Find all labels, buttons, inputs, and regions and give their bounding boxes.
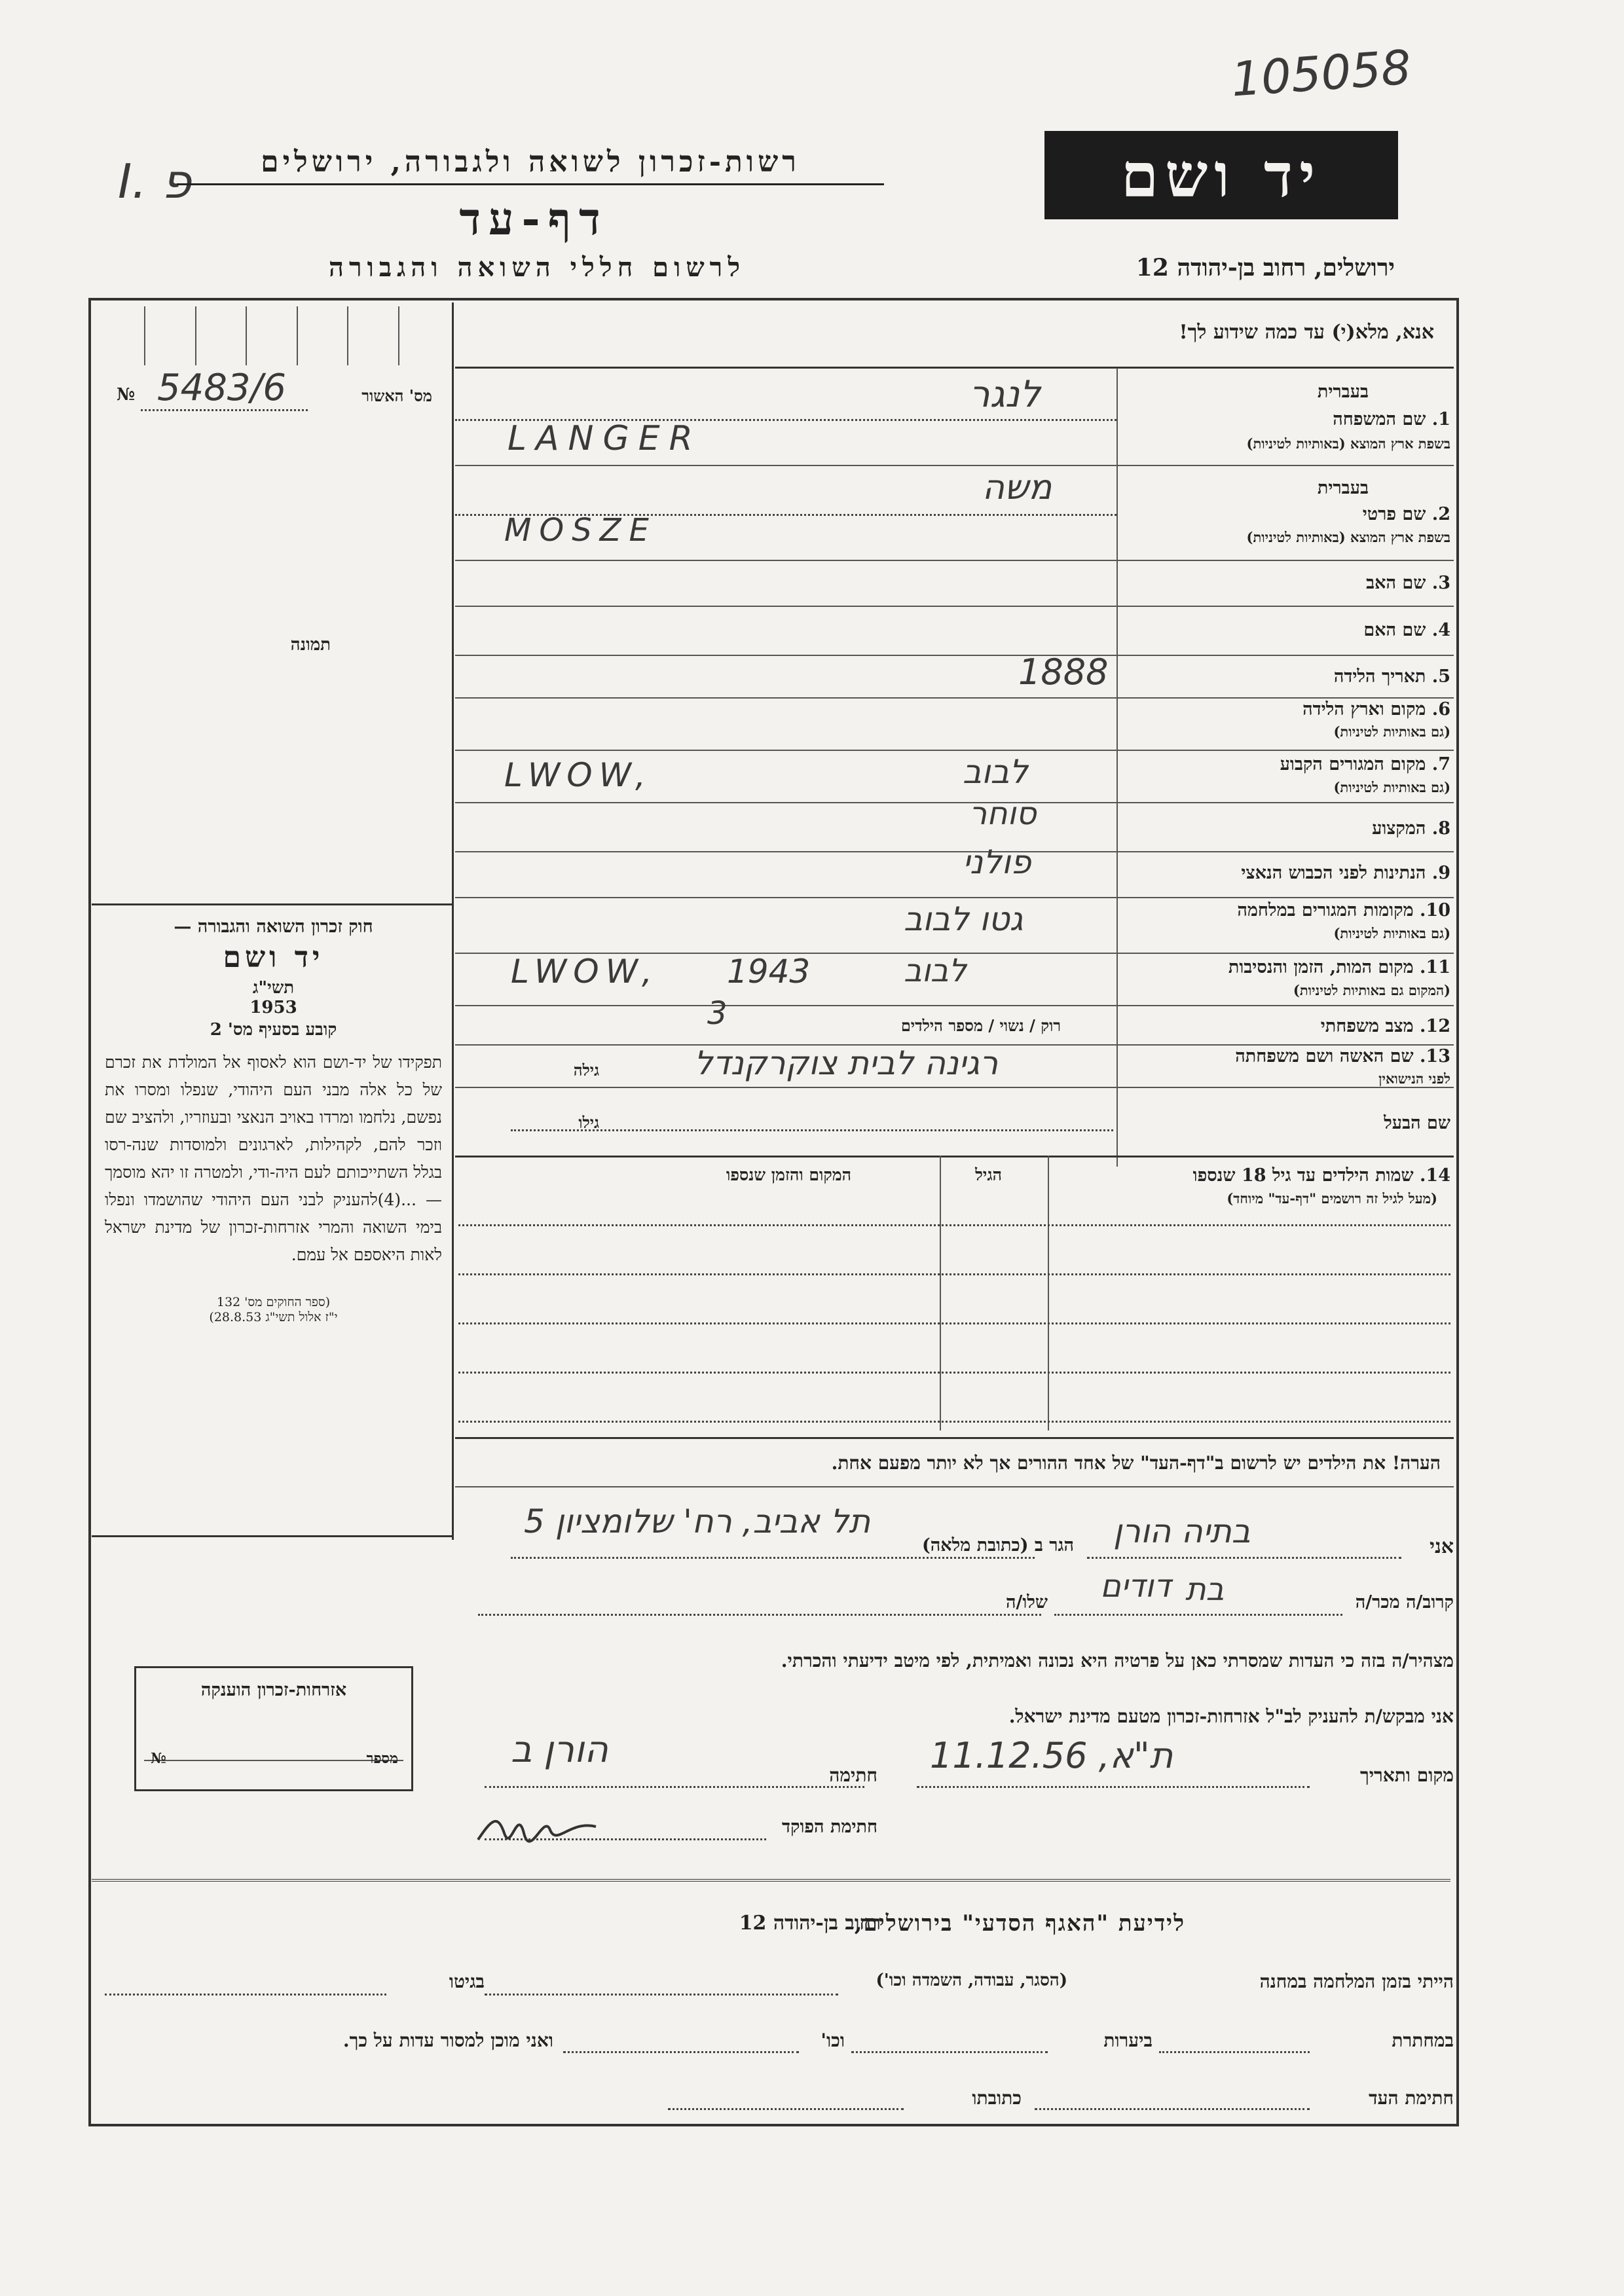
decl-line1-mid: הגר ב (כתובת מלאה): [921, 1535, 1074, 1556]
f14-place-header: המקום והזמן שנספו: [726, 1165, 851, 1184]
f7-label: 7. מקום המגורים הקבוע: [1280, 754, 1450, 774]
f14-label: 14. שמות הילדים עד גיל 18 שנספו: [1192, 1165, 1450, 1186]
footer-line2-b: ביערות: [1103, 2030, 1153, 2051]
f7-sub: (גם באותיות לטיניות): [1333, 779, 1450, 795]
approval-label: מס' האשור: [361, 386, 432, 405]
citizenship-box-no: מספר: [366, 1750, 398, 1767]
f10-value: גטו לבוב: [904, 900, 1024, 938]
law-year-hebrew: תשי"ג: [252, 978, 295, 998]
law-body: תפקידו של יד-ושם הוא לאסוף אל המולדת את זכרם של כל אלה מבני העם היהודי, שנפלו ומסרו את נפשם, נלחמו ומרדו באויב הנאצי ובעוזריו, ולהציב שם וזכר להם, לקהילות, לארגונים ולמוסדות שנה-רסו בגלל השתייכותם לעם היה-ודי, ולמטרה זו יהא מוסמך — ...(4)להעניק לבני העם היהודי שהושמדו ונפלו בימי השואה והמרי אזרחות-זכרון של מדינת ישראל לאות היאספם אל עמם.: [105, 1053, 442, 1264]
f2-sub: בשפת ארץ המוצא (באותיות לטיניות): [1246, 529, 1450, 545]
authority-line: רשות-זכרון לשואה ולגבורה, ירושלים: [261, 145, 800, 179]
husband-label: שם הבעל: [1384, 1113, 1450, 1133]
f3-label: 3. שם האב: [1366, 573, 1450, 593]
f4-label: 4. שם האם: [1363, 620, 1450, 640]
decl-line4: אני מבקש/ת להעניק לב"ל אזרחות-זכרון מטעם מדינת ישראל.: [1008, 1705, 1454, 1727]
law-clause: קובע בסעיף מס' 2: [210, 1020, 337, 1040]
f6-sub: (גם באותיות לטיניות): [1333, 723, 1450, 740]
f9-value: פולני: [963, 843, 1031, 881]
logo-text: יד ושם: [1120, 139, 1322, 211]
f14-age-header: הגיל: [975, 1165, 1002, 1184]
footer-line3-b: כתובתו: [972, 2087, 1022, 2109]
f11-value-latin: LWOW,: [511, 953, 659, 991]
f13-label: 13. שם האשה ושם משפחתה: [1235, 1046, 1450, 1066]
photo-label: תמונה: [290, 635, 331, 655]
footer-address: רחוב בן-יהודה 12: [739, 1912, 881, 1935]
archive-number: 105058: [1229, 39, 1413, 107]
f1-sub: בשפת ארץ המוצא (באותיות לטיניות): [1246, 435, 1450, 452]
f5-label: 5. תאריך הלידה: [1333, 666, 1450, 687]
f2-hebrew-tag: בעברית: [1317, 478, 1369, 498]
f1-value-he: לנגר: [969, 373, 1041, 416]
decl-line2-value2: דודים: [1100, 1568, 1172, 1605]
f7-value-he: לבוב: [963, 753, 1028, 791]
f12-label: 12. מצב משפחתי: [1320, 1016, 1450, 1036]
f1-hebrew-tag: בעברית: [1317, 382, 1369, 402]
decl-line1-value: בתיה הורן: [1113, 1512, 1251, 1550]
tick-cells: [95, 306, 449, 365]
signature-label: חתימה: [829, 1764, 877, 1786]
f2-value-he: משה: [982, 468, 1052, 507]
f10-sub: (גם באותיות לטיניות): [1333, 925, 1450, 941]
signature-value: הורן ב: [511, 1728, 608, 1771]
header-address: ירושלים, רחוב בן-יהודה 12: [1135, 254, 1395, 282]
f11-value-he: לבוב: [904, 953, 967, 989]
f11-value-year: 1943: [727, 953, 811, 991]
f2-label: 2. שם פרטי: [1362, 504, 1450, 524]
form-title: דף-עד: [459, 193, 608, 246]
f7-value-latin: LWOW,: [504, 756, 652, 794]
footer-line1-end: בגיטו: [449, 1971, 485, 1992]
law-ref1: (ספר החוקים מס' 132: [216, 1295, 331, 1309]
footer-title: לידיעת "האגף הסדעי" בירושלים,: [854, 1910, 1185, 1937]
decl-line1-address: תל אביב, רח' שלומציון 5: [524, 1503, 871, 1540]
decl-line2-mid: שלו/ה: [1005, 1592, 1048, 1613]
f14-sub: (מעל לגיל זה רושמים "דף-עד" מיוחד): [1227, 1190, 1437, 1207]
officer-signature: [471, 1794, 602, 1853]
form-subtitle: לרשום חללי השואה והגבורה: [328, 252, 746, 283]
decl-line2-label: קרוב/ה מכר/ה: [1355, 1592, 1454, 1613]
footer-line2-a: במחתרת: [1392, 2030, 1454, 2051]
decl-line3: מצהיר/ה בזה כי העדות שמסרתי כאן על פרטיה היא נכונה ואמיתית, לפי מיטב ידיעתי והכרתי.: [781, 1650, 1454, 1671]
yad-vashem-logo: [1044, 131, 1398, 219]
citizenship-box: [134, 1666, 413, 1791]
f13-age-label: גילה: [573, 1061, 599, 1080]
law-box: [105, 917, 442, 1325]
footer-line2-c: וכו': [821, 2030, 845, 2051]
f12-options: רוק / נשוי / מספר הילדים: [900, 1016, 1061, 1035]
citizenship-box-title: אזרחות-זכרון הוענקה: [200, 1680, 347, 1700]
f10-label: 10. מקומות המגורים במלחמה: [1237, 900, 1450, 920]
decl-line1-start: אני: [1430, 1535, 1454, 1558]
citizenship-box-no-sign: №: [151, 1750, 166, 1767]
approval-number: 5483/6: [157, 367, 287, 409]
f1-label: 1. שם המשפחה: [1333, 409, 1450, 429]
footer-line2-d: ואני מוכן למסור עדות על כך.: [342, 2030, 553, 2051]
f1-value-latin: LANGER: [507, 419, 702, 458]
footer-line3-a: חתימת העד: [1369, 2087, 1454, 2109]
f11-label: 11. מקום המות, הזמן והנסיבות: [1228, 957, 1450, 977]
corner-mark: I. פ: [118, 154, 191, 209]
approval-no-sign: №: [117, 385, 136, 405]
place-date-label: מקום ותאריך: [1359, 1764, 1454, 1786]
footer-line1-paren: (הסגר, עבודה, השמדה וכו'): [876, 1971, 1067, 1990]
officer-label: חתימת הפוקד: [782, 1817, 877, 1837]
law-year: 1953: [249, 998, 297, 1017]
place-date-value: ת"א, 11.12.56: [930, 1735, 1173, 1776]
f13-value: רגינה לבית צוקרקנדל: [694, 1044, 999, 1082]
f5-value: 1888: [1018, 651, 1109, 693]
footer-line1-start: הייתי בזמן המלחמה במחנה: [1259, 1971, 1454, 1992]
f8-value: סוחר: [969, 795, 1037, 832]
f9-label: 9. הנתינות לפני הכבוש הנאצי: [1241, 863, 1450, 883]
f11-sub: (המקום גם באותיות לטיניות): [1293, 982, 1450, 998]
f6-label: 6. מקום וארץ הלידה: [1302, 699, 1450, 720]
law-name: יד ושם: [223, 941, 324, 974]
husband-age-label: גילו: [578, 1113, 599, 1132]
instruction: אנא, מלא(י) עד כמה שידוע לך!: [1179, 321, 1434, 344]
f2-value-latin: MOSZE: [504, 512, 657, 549]
f12-children: 3: [707, 995, 728, 1032]
law-ref2: י"ז אלול תשי"ג 28.8.53): [209, 1310, 338, 1324]
decl-line2-value: בת: [1185, 1571, 1225, 1608]
note: הערה! את הילדים יש לרשום ב"דף-העד" של אחד ההורים אך לא יותר מפעם אחת.: [831, 1452, 1441, 1474]
law-title: חוק זכרון השואה והגבורה —: [174, 917, 373, 937]
f13-sub: לפני הנישואין: [1378, 1070, 1450, 1087]
f8-label: 8. המקצוע: [1372, 818, 1450, 839]
